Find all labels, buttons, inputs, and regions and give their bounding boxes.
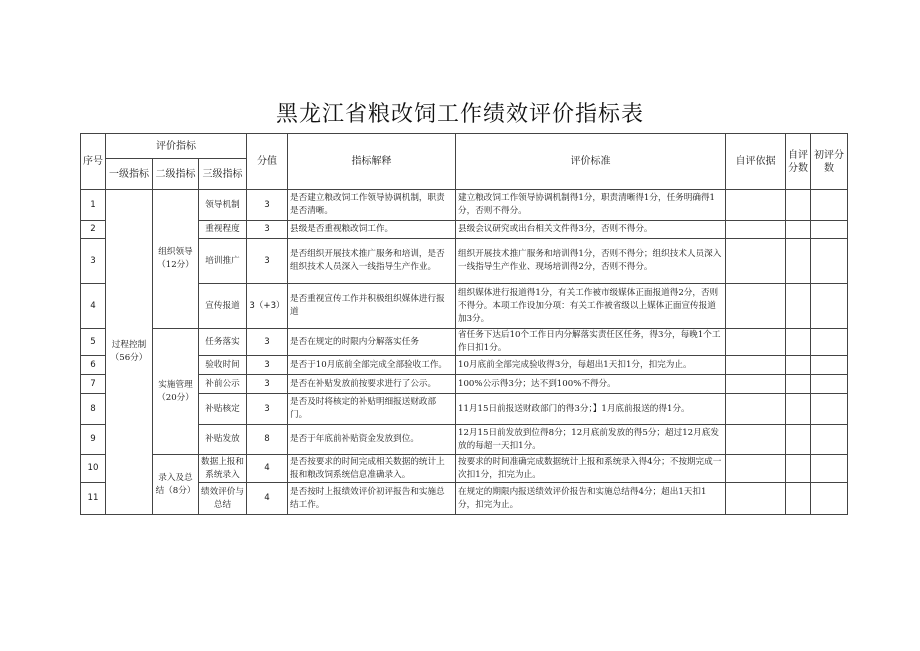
table-row [81, 329, 848, 356]
initial-score-cell [811, 221, 848, 239]
seq-cell: 5 [81, 329, 106, 356]
score-cell: 8 [247, 425, 288, 455]
seq-cell: 6 [81, 356, 106, 375]
standard-cell: 在规定的期限内报送绩效评价报告和实施总结得4分；超出1天扣1分，扣完为止。 [456, 483, 726, 515]
self-score-cell [786, 425, 811, 455]
self-basis-cell [726, 483, 786, 515]
score-cell: 3 [247, 221, 288, 239]
standard-cell: 11月15日前报送财政部门的得3分；】1月底前报送的得1分。 [456, 394, 726, 425]
self-basis-cell [726, 375, 786, 394]
explanation-cell: 是否组织开展技术推广服务和培训，是否组织技术人员深入一线指导生产作业。 [288, 239, 456, 284]
header-level2: 二级指标 [153, 159, 199, 190]
level3-cell: 补前公示 [199, 375, 247, 394]
explanation-cell: 是否在规定的时限内分解落实任务 [288, 329, 456, 356]
explanation-cell: 是否按时上报绩效评价初评报告和实施总结工作。 [288, 483, 456, 515]
score-cell: 3 [247, 394, 288, 425]
explanation-cell: 是否建立粮改饲工作领导协调机制，职责是否清晰。 [288, 190, 456, 221]
self-score-cell [786, 221, 811, 239]
seq-cell: 1 [81, 190, 106, 221]
score-cell: 4 [247, 483, 288, 515]
initial-score-cell [811, 190, 848, 221]
standard-cell: 建立粮改饲工作领导协调机制得1分，职责清晰得1分，任务明确得1分，否则不得分。 [456, 190, 726, 221]
explanation-cell: 是否在补贴发放前按要求进行了公示。 [288, 375, 456, 394]
self-score-cell [786, 455, 811, 483]
initial-score-cell [811, 329, 848, 356]
initial-score-cell [811, 239, 848, 284]
level3-cell: 验收时间 [199, 356, 247, 375]
self-basis-cell [726, 455, 786, 483]
seq-cell: 4 [81, 284, 106, 329]
standard-cell: 省任务下达后10个工作日内分解落实责任区任务，得3分，每晚1个工作日扣1分。 [456, 329, 726, 356]
initial-score-cell [811, 455, 848, 483]
seq-cell: 8 [81, 394, 106, 425]
header-level1: 一级指标 [106, 159, 153, 190]
header-standard: 评价标准 [456, 134, 726, 190]
explanation-cell: 县级是否重视粮改饲工作。 [288, 221, 456, 239]
self-basis-cell [726, 425, 786, 455]
explanation-cell: 是否按要求的时间完成相关数据的统计上报和粮改饲系统信息准确录入。 [288, 455, 456, 483]
explanation-cell: 是否及时将核定的补贴明细报送财政部门。 [288, 394, 456, 425]
initial-score-cell [811, 356, 848, 375]
level3-cell: 数据上报和系统录入 [199, 455, 247, 483]
self-score-cell [786, 190, 811, 221]
initial-score-cell [811, 394, 848, 425]
self-score-cell [786, 284, 811, 329]
initial-score-cell [811, 425, 848, 455]
self-basis-cell [726, 221, 786, 239]
seq-cell: 7 [81, 375, 106, 394]
standard-cell: 100%公示得3分；达不到100%不得分。 [456, 375, 726, 394]
standard-cell: 按要求的时间准确完成数据统计上报和系统录入得4分；不按期完成一次扣1分，扣完为止。 [456, 455, 726, 483]
self-basis-cell [726, 239, 786, 284]
score-cell: 3 [247, 190, 288, 221]
level3-cell: 宣传报道 [199, 284, 247, 329]
initial-score-cell [811, 375, 848, 394]
level3-cell: 任务落实 [199, 329, 247, 356]
self-score-cell [786, 394, 811, 425]
table-row [81, 455, 848, 483]
level3-cell: 补贴发放 [199, 425, 247, 455]
score-cell: 3 [247, 375, 288, 394]
explanation-cell: 是否于10月底前全部完成全部验收工作。 [288, 356, 456, 375]
page-title: 黑龙江省粮改饲工作绩效评价指标表 [275, 102, 644, 127]
level3-cell: 领导机制 [199, 190, 247, 221]
header-explanation: 指标解释 [288, 134, 456, 190]
level2-cell: 录入及总结（8分） [153, 455, 199, 515]
seq-cell: 10 [81, 455, 106, 483]
self-basis-cell [726, 284, 786, 329]
seq-cell: 2 [81, 221, 106, 239]
level1-cell: 过程控制（56分） [106, 190, 153, 515]
self-basis-cell [726, 329, 786, 356]
header-score: 分值 [247, 134, 288, 190]
level3-cell: 补贴核定 [199, 394, 247, 425]
explanation-cell: 是否于年底前补贴资金发放到位。 [288, 425, 456, 455]
self-score-cell [786, 329, 811, 356]
initial-score-cell [811, 284, 848, 329]
header-indicator-group: 评价指标 [106, 134, 247, 159]
header-self-basis: 自评依据 [726, 134, 786, 190]
self-basis-cell [726, 190, 786, 221]
standard-cell: 12月15日前发放到位得8分；12月底前发放的得5分；超过12月底发放的每超一天扣1分。 [456, 425, 726, 455]
seq-cell: 3 [81, 239, 106, 284]
level3-cell: 绩效评价与总结 [199, 483, 247, 515]
score-cell: 3 [247, 329, 288, 356]
standard-cell: 县级会议研究或出台相关文件得3分，否则不得分。 [456, 221, 726, 239]
score-cell: 3 [247, 356, 288, 375]
self-score-cell [786, 356, 811, 375]
header-seq: 序号 [81, 134, 106, 190]
level3-cell: 重视程度 [199, 221, 247, 239]
self-basis-cell [726, 356, 786, 375]
evaluation-table [80, 133, 848, 515]
level2-cell: 组织领导（12分） [153, 190, 199, 329]
standard-cell: 组织开展技术推广服务和培训得1分，否则不得分；组织技术人员深入一线指导生产作业、现场培训得2分，否则不得分。 [456, 239, 726, 284]
header-self-score: 自评分数 [786, 134, 811, 190]
standard-cell: 10月底前全部完成验收得3分，每超出1天扣1分，扣完为止。 [456, 356, 726, 375]
seq-cell: 11 [81, 483, 106, 515]
score-cell: 4 [247, 455, 288, 483]
seq-cell: 9 [81, 425, 106, 455]
score-cell: 3（+3） [247, 284, 288, 329]
header-initial-score: 初评分数 [811, 134, 848, 190]
self-basis-cell [726, 394, 786, 425]
self-score-cell [786, 375, 811, 394]
score-cell: 3 [247, 239, 288, 284]
header-level3: 三级指标 [199, 159, 247, 190]
level2-cell: 实施管理（20分） [153, 329, 199, 455]
initial-score-cell [811, 483, 848, 515]
self-score-cell [786, 483, 811, 515]
standard-cell: 组织媒体进行报道得1分，有关工作被市级媒体正面报道得2分，否则不得分。本项工作设加分项：有关工作被省级以上媒体正面宣传报道加3分。 [456, 284, 726, 329]
self-score-cell [786, 239, 811, 284]
explanation-cell: 是否重视宣传工作并积极组织媒体进行报道 [288, 284, 456, 329]
table-row [81, 190, 848, 221]
level3-cell: 培训推广 [199, 239, 247, 284]
